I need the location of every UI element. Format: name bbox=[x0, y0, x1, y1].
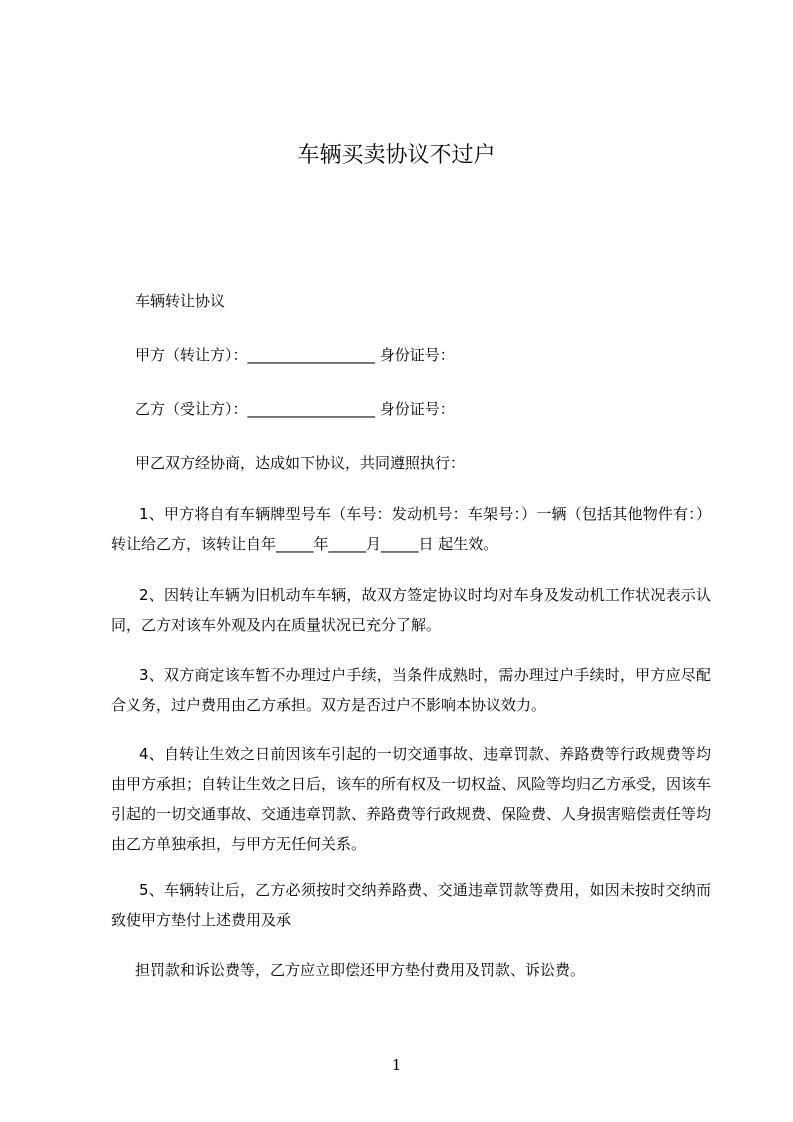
page-number: 1 bbox=[391, 1056, 402, 1074]
party-a-line: 甲方（转让方）：_________________ 身份证号： bbox=[135, 346, 455, 364]
clause-4: 4、自转让生效之日前因该车引起的一切交通事故、违章罚款、养路费等行政规费等均由甲方承担；自转让生效之日后，该车的所有权及一切权益、风险等均归乙方承受，因该车引起的一切交通事故、交通违章罚款、养路费等行政规费、保险费、人身损害赔偿责任等均由乙方单独承担，与甲方无任何关系。 bbox=[111, 745, 712, 853]
agreement-subtitle: 车辆转让协议 bbox=[135, 292, 226, 310]
party-b-line: 乙方（受让方）：_________________ 身份证号： bbox=[135, 400, 455, 418]
document-title: 车辆买卖协议不过户 bbox=[297, 143, 496, 168]
clause-1: 1、甲方将自有车辆牌型号车（车号：发动机号：车架号：）一辆（包括其他物件有：）转让给乙方，该转让自年_____年_____月_____日 起生效。 bbox=[111, 505, 711, 553]
clause-2: 2、因转让车辆为旧机动车车辆，故双方签定协议时均对车身及发动机工作状况表示认同，乙方对该车外观及内在质量状况已充分了解。 bbox=[111, 586, 711, 634]
clause-5: 5、车辆转让后，乙方必须按时交纳养路费、交通违章罚款等费用，如因未按时交纳而致使甲方垫付上述费用及承 bbox=[111, 881, 711, 929]
intro-paragraph: 甲乙双方经协商，达成如下协议，共同遵照执行： bbox=[135, 454, 466, 472]
clause-3: 3、双方商定该车暂不办理过户手续，当条件成熟时，需办理过户手续时，甲方应尽配合义务，过户费用由乙方承担。双方是否过户不影响本协议效力。 bbox=[111, 666, 711, 714]
clause-5-continuation: 担罚款和诉讼费等，乙方应立即偿还甲方垫付费用及罚款、诉讼费。 bbox=[135, 961, 586, 979]
